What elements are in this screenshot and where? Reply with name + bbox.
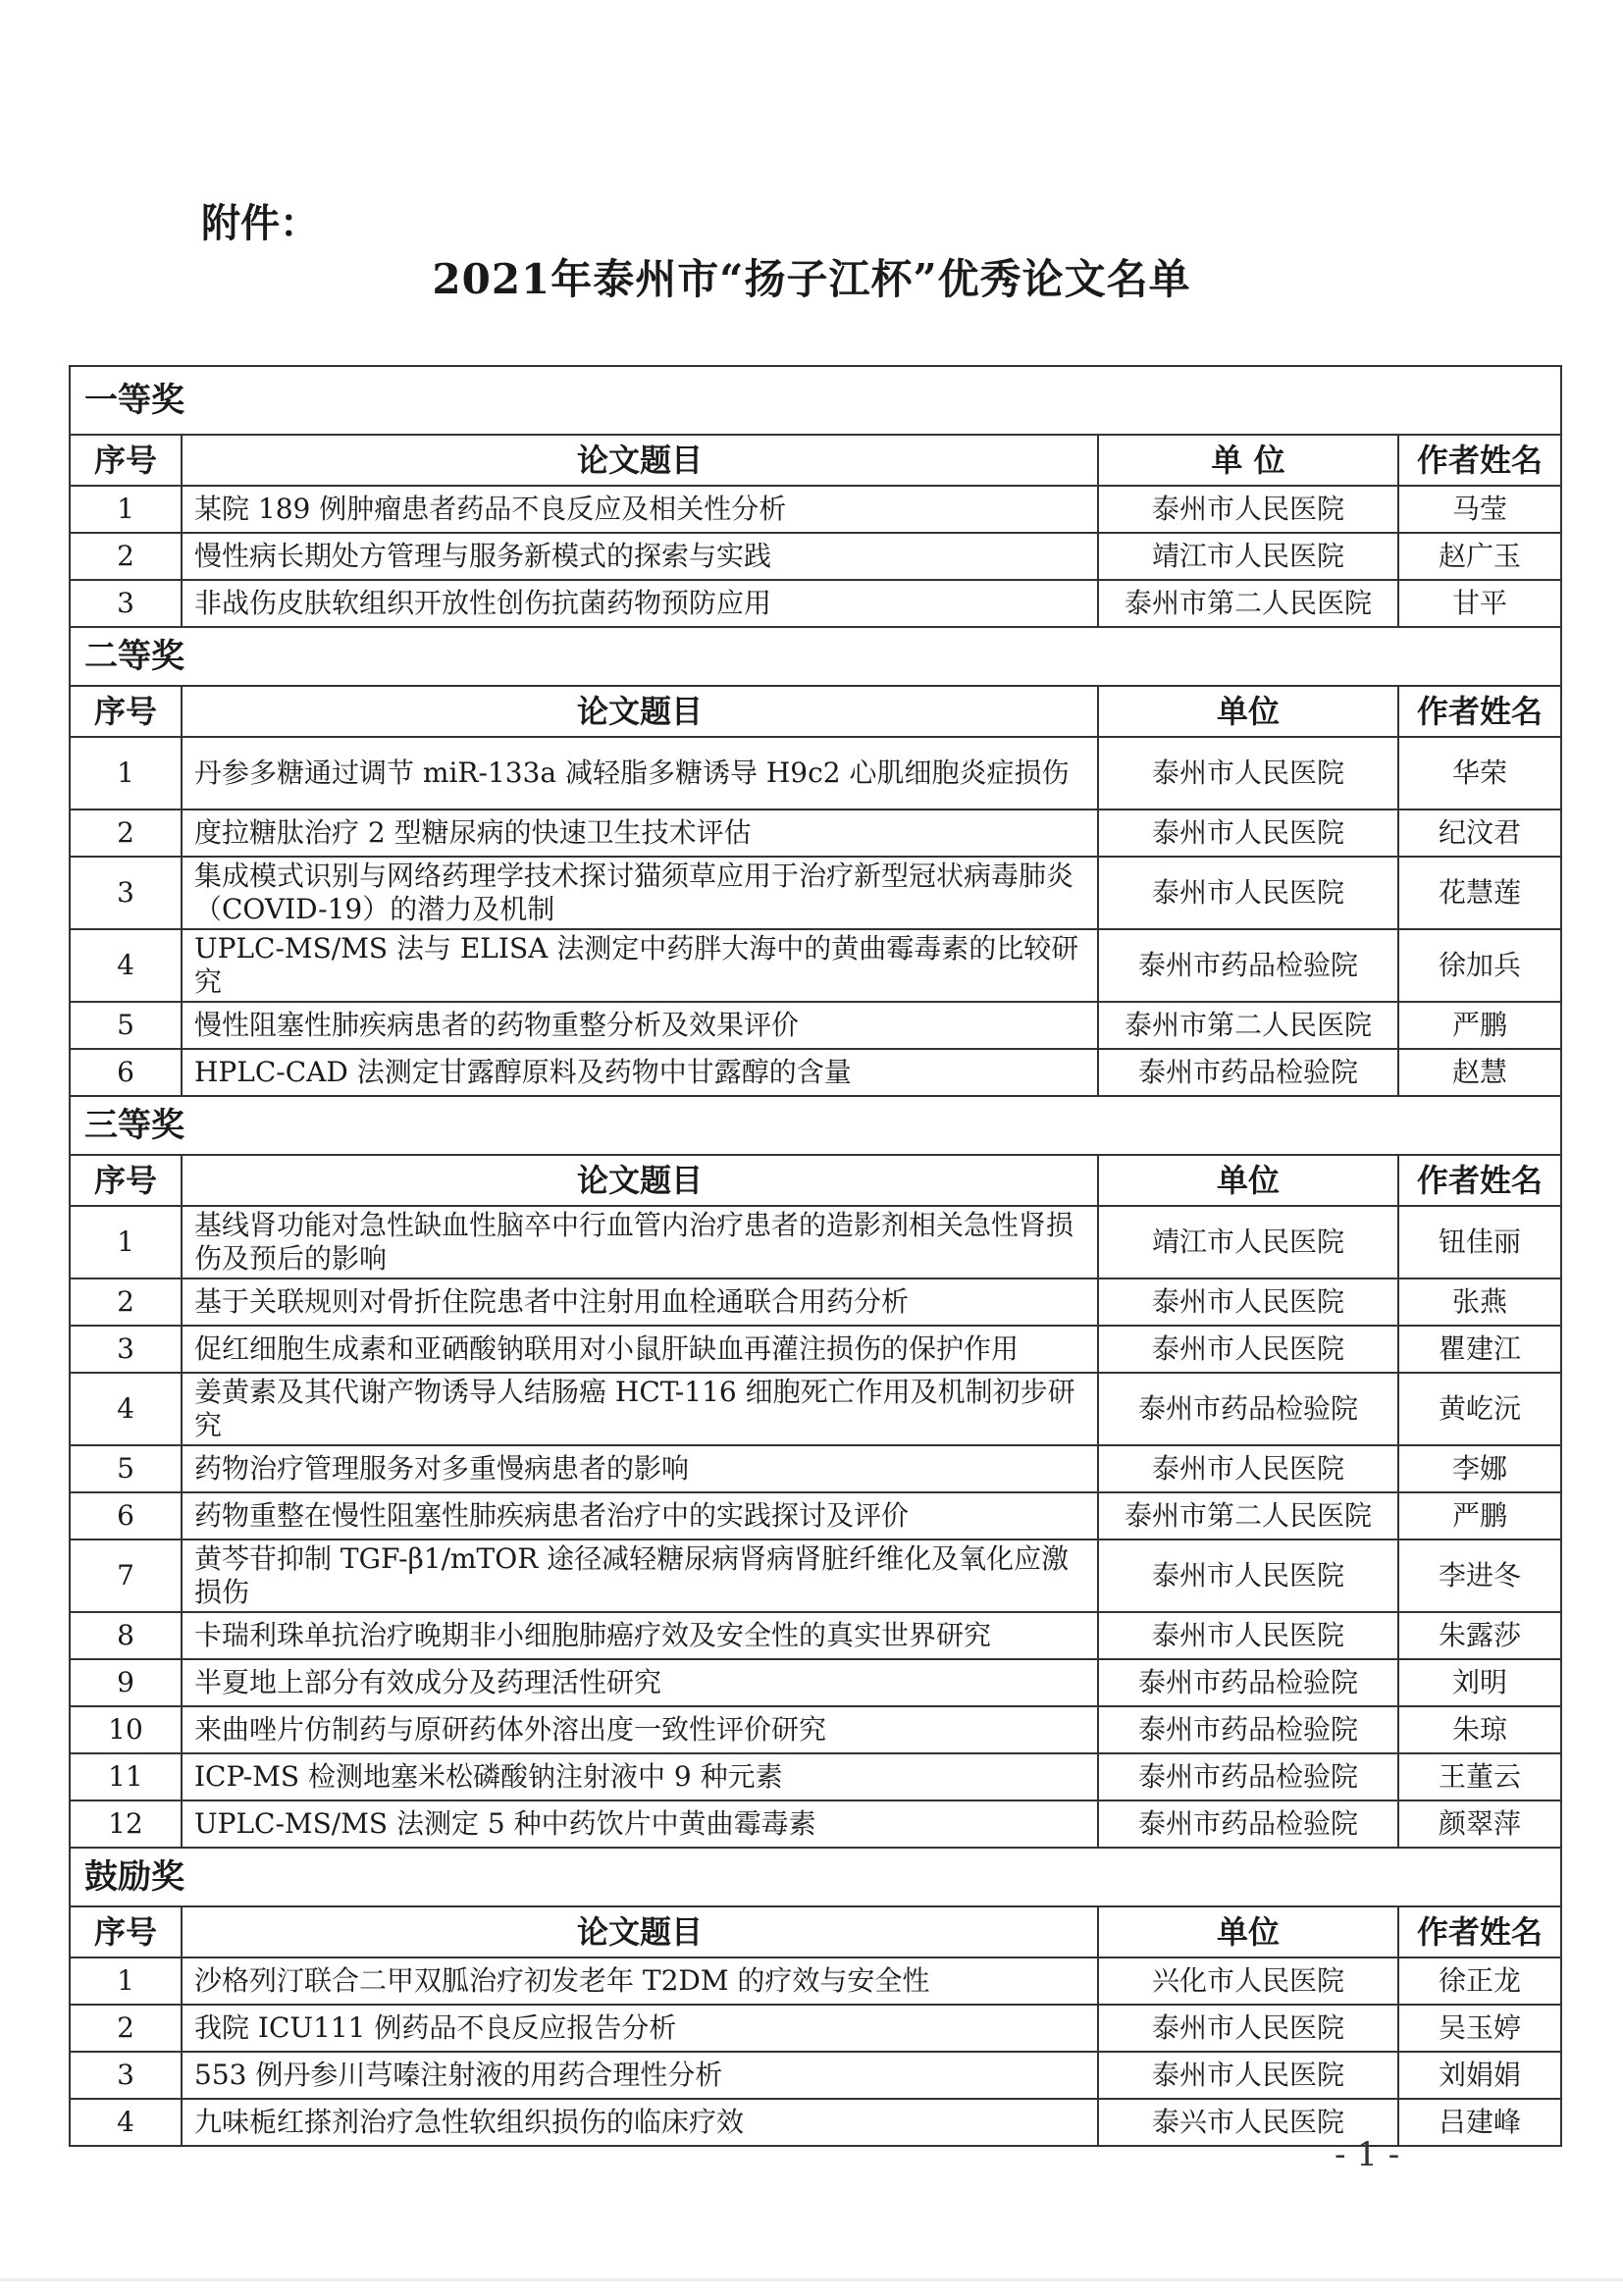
unit-name: 泰州市药品检验院 (1098, 1753, 1398, 1800)
paper-title: 药物治疗管理服务对多重慢病患者的影响 (182, 1445, 1098, 1492)
row-number: 10 (70, 1706, 182, 1753)
document-title: 2021年泰州市“扬子江杯”优秀论文名单 (432, 255, 1191, 303)
table-row (70, 1800, 1561, 1848)
attachment-label: 附件： (201, 200, 319, 246)
paper-title: 553 例丹参川芎嗪注射液的用药合理性分析 (182, 2052, 1098, 2099)
row-number: 4 (70, 2099, 182, 2146)
row-number: 1 (70, 486, 182, 533)
paper-title: 基线肾功能对急性缺血性脑卒中行血管内治疗患者的造影剂相关急性肾损伤及预后的影响 (182, 1206, 1098, 1278)
paper-title: 丹参多糖通过调节 miR-133a 减轻脂多糖诱导 H9c2 心肌细胞炎症损伤 (182, 737, 1098, 809)
unit-name: 兴化市人民医院 (1098, 1957, 1398, 2005)
header-unit: 单 位 (1098, 435, 1398, 486)
table-row (70, 486, 1561, 533)
header-author: 作者姓名 (1398, 686, 1561, 737)
unit-name: 泰州市药品检验院 (1098, 929, 1398, 1002)
row-number: 3 (70, 1326, 182, 1373)
header-unit: 单位 (1098, 686, 1398, 737)
header-author: 作者姓名 (1398, 1155, 1561, 1206)
unit-name: 泰州市人民医院 (1098, 1278, 1398, 1326)
paper-title: 慢性病长期处方管理与服务新模式的探索与实践 (182, 533, 1098, 580)
table-row (70, 1002, 1561, 1049)
row-number: 11 (70, 1753, 182, 1800)
header-unit: 单位 (1098, 1155, 1398, 1206)
table-row (70, 1957, 1561, 2005)
paper-title: 促红细胞生成素和亚硒酸钠联用对小鼠肝缺血再灌注损伤的保护作用 (182, 1326, 1098, 1373)
paper-title: 卡瑞利珠单抗治疗晚期非小细胞肺癌疗效及安全性的真实世界研究 (182, 1612, 1098, 1659)
table-row (70, 1539, 1561, 1612)
paper-title: 某院 189 例肿瘤患者药品不良反应及相关性分析 (182, 486, 1098, 533)
author-name: 张燕 (1398, 1278, 1561, 1326)
author-name: 颜翠萍 (1398, 1800, 1561, 1848)
column-header-row (70, 435, 1561, 486)
paper-title: 来曲唑片仿制药与原研药体外溶出度一致性评价研究 (182, 1706, 1098, 1753)
paper-title: UPLC-MS/MS 法测定 5 种中药饮片中黄曲霉毒素 (182, 1800, 1098, 1848)
table-row (70, 857, 1561, 929)
section-header-row (70, 627, 1561, 686)
paper-title: 基于关联规则对骨折住院患者中注射用血栓通联合用药分析 (182, 1278, 1098, 1326)
row-number: 6 (70, 1049, 182, 1096)
row-number: 3 (70, 2052, 182, 2099)
paper-title: 沙格列汀联合二甲双胍治疗初发老年 T2DM 的疗效与安全性 (182, 1957, 1098, 2005)
column-header-row (70, 1155, 1561, 1206)
table-row (70, 737, 1561, 809)
column-header-row (70, 1906, 1561, 1957)
paper-title: 药物重整在慢性阻塞性肺疾病患者治疗中的实践探讨及评价 (182, 1492, 1098, 1539)
author-name: 刘明 (1398, 1659, 1561, 1706)
table-row (70, 809, 1561, 857)
author-name: 赵广玉 (1398, 533, 1561, 580)
row-number: 2 (70, 2005, 182, 2052)
author-name: 吴玉婷 (1398, 2005, 1561, 2052)
unit-name: 泰州市人民医院 (1098, 809, 1398, 857)
paper-title: 半夏地上部分有效成分及药理活性研究 (182, 1659, 1098, 1706)
paper-title: UPLC-MS/MS 法与 ELISA 法测定中药胖大海中的黄曲霉毒素的比较研究 (182, 929, 1098, 1002)
paper-title: HPLC-CAD 法测定甘露醇原料及药物中甘露醇的含量 (182, 1049, 1098, 1096)
unit-name: 泰州市药品检验院 (1098, 1706, 1398, 1753)
unit-name: 泰州市药品检验院 (1098, 1800, 1398, 1848)
unit-name: 泰兴市人民医院 (1098, 2099, 1398, 2146)
unit-name: 泰州市人民医院 (1098, 737, 1398, 809)
unit-name: 泰州市人民医院 (1098, 1612, 1398, 1659)
unit-name: 泰州市药品检验院 (1098, 1373, 1398, 1445)
unit-name: 泰州市第二人民医院 (1098, 1492, 1398, 1539)
table-row (70, 1049, 1561, 1096)
unit-name: 泰州市人民医院 (1098, 857, 1398, 929)
scan-edge (0, 2278, 1623, 2281)
author-name: 瞿建江 (1398, 1326, 1561, 1373)
header-author: 作者姓名 (1398, 435, 1561, 486)
table-row (70, 1706, 1561, 1753)
section-header-row (70, 366, 1561, 435)
row-number: 1 (70, 1957, 182, 2005)
table-row (70, 929, 1561, 1002)
section-header-row (70, 1096, 1561, 1155)
author-name: 刘娟娟 (1398, 2052, 1561, 2099)
header-unit: 单位 (1098, 1906, 1398, 1957)
unit-name: 泰州市药品检验院 (1098, 1049, 1398, 1096)
page-number: - 1 - (1335, 2135, 1400, 2174)
author-name: 花慧莲 (1398, 857, 1561, 929)
row-number: 2 (70, 533, 182, 580)
section-title: 三等奖 (70, 1096, 1561, 1155)
section-title: 一等奖 (70, 366, 1561, 435)
row-number: 5 (70, 1445, 182, 1492)
table-row (70, 1492, 1561, 1539)
unit-name: 泰州市第二人民医院 (1098, 580, 1398, 627)
author-name: 徐加兵 (1398, 929, 1561, 1002)
table-row (70, 1753, 1561, 1800)
header-title: 论文题目 (182, 686, 1098, 737)
unit-name: 泰州市人民医院 (1098, 1326, 1398, 1373)
row-number: 4 (70, 929, 182, 1002)
table-row (70, 580, 1561, 627)
header-no: 序号 (70, 686, 182, 737)
award-table-body (70, 366, 1561, 2146)
author-name: 赵慧 (1398, 1049, 1561, 1096)
header-title: 论文题目 (182, 435, 1098, 486)
header-no: 序号 (70, 1906, 182, 1957)
row-number: 5 (70, 1002, 182, 1049)
row-number: 1 (70, 1206, 182, 1278)
column-header-row (70, 686, 1561, 737)
author-name: 李娜 (1398, 1445, 1561, 1492)
author-name: 严鹏 (1398, 1002, 1561, 1049)
row-number: 9 (70, 1659, 182, 1706)
author-name: 李进冬 (1398, 1539, 1561, 1612)
header-no: 序号 (70, 1155, 182, 1206)
author-name: 朱琼 (1398, 1706, 1561, 1753)
author-name: 吕建峰 (1398, 2099, 1561, 2146)
unit-name: 靖江市人民医院 (1098, 533, 1398, 580)
row-number: 2 (70, 1278, 182, 1326)
table-row (70, 533, 1561, 580)
author-name: 徐正龙 (1398, 1957, 1561, 2005)
unit-name: 泰州市人民医院 (1098, 2005, 1398, 2052)
table-row (70, 1445, 1561, 1492)
author-name: 王董云 (1398, 1753, 1561, 1800)
table-row (70, 2005, 1561, 2052)
author-name: 华荣 (1398, 737, 1561, 809)
unit-name: 泰州市人民医院 (1098, 1539, 1398, 1612)
row-number: 3 (70, 580, 182, 627)
table-row (70, 2052, 1561, 2099)
paper-title: 黄芩苷抑制 TGF-β1/mTOR 途径减轻糖尿病肾病肾脏纤维化及氧化应激损伤 (182, 1539, 1098, 1612)
header-title: 论文题目 (182, 1906, 1098, 1957)
row-number: 12 (70, 1800, 182, 1848)
section-title: 鼓励奖 (70, 1848, 1561, 1906)
unit-name: 泰州市人民医院 (1098, 1445, 1398, 1492)
unit-name: 泰州市人民医院 (1098, 486, 1398, 533)
row-number: 4 (70, 1373, 182, 1445)
author-name: 马莹 (1398, 486, 1561, 533)
table-row (70, 1659, 1561, 1706)
author-name: 钮佳丽 (1398, 1206, 1561, 1278)
paper-title: 慢性阻塞性肺疾病患者的药物重整分析及效果评价 (182, 1002, 1098, 1049)
table-row (70, 1612, 1561, 1659)
unit-name: 靖江市人民医院 (1098, 1206, 1398, 1278)
header-author: 作者姓名 (1398, 1906, 1561, 1957)
paper-title: ICP-MS 检测地塞米松磷酸钠注射液中 9 种元素 (182, 1753, 1098, 1800)
header-title: 论文题目 (182, 1155, 1098, 1206)
author-name: 黄屹沅 (1398, 1373, 1561, 1445)
author-name: 纪汶君 (1398, 809, 1561, 857)
row-number: 6 (70, 1492, 182, 1539)
table-row (70, 1278, 1561, 1326)
author-name: 严鹏 (1398, 1492, 1561, 1539)
section-header-row (70, 1848, 1561, 1906)
award-table (69, 365, 1562, 2147)
row-number: 7 (70, 1539, 182, 1612)
paper-title: 我院 ICU111 例药品不良反应报告分析 (182, 2005, 1098, 2052)
row-number: 3 (70, 857, 182, 929)
paper-title: 九味栀红搽剂治疗急性软组织损伤的临床疗效 (182, 2099, 1098, 2146)
unit-name: 泰州市人民医院 (1098, 2052, 1398, 2099)
row-number: 1 (70, 737, 182, 809)
author-name: 甘平 (1398, 580, 1561, 627)
row-number: 2 (70, 809, 182, 857)
paper-title: 姜黄素及其代谢产物诱导人结肠癌 HCT-116 细胞死亡作用及机制初步研究 (182, 1373, 1098, 1445)
author-name: 朱露莎 (1398, 1612, 1561, 1659)
row-number: 8 (70, 1612, 182, 1659)
table-row (70, 1326, 1561, 1373)
section-title: 二等奖 (70, 627, 1561, 686)
paper-title: 非战伤皮肤软组织开放性创伤抗菌药物预防应用 (182, 580, 1098, 627)
unit-name: 泰州市药品检验院 (1098, 1659, 1398, 1706)
table-row (70, 1373, 1561, 1445)
table-row (70, 1206, 1561, 1278)
paper-title: 度拉糖肽治疗 2 型糖尿病的快速卫生技术评估 (182, 809, 1098, 857)
unit-name: 泰州市第二人民医院 (1098, 1002, 1398, 1049)
header-no: 序号 (70, 435, 182, 486)
paper-title: 集成模式识别与网络药理学技术探讨猫须草应用于治疗新型冠状病毒肺炎（COVID-19）的潜力及机制 (182, 857, 1098, 929)
